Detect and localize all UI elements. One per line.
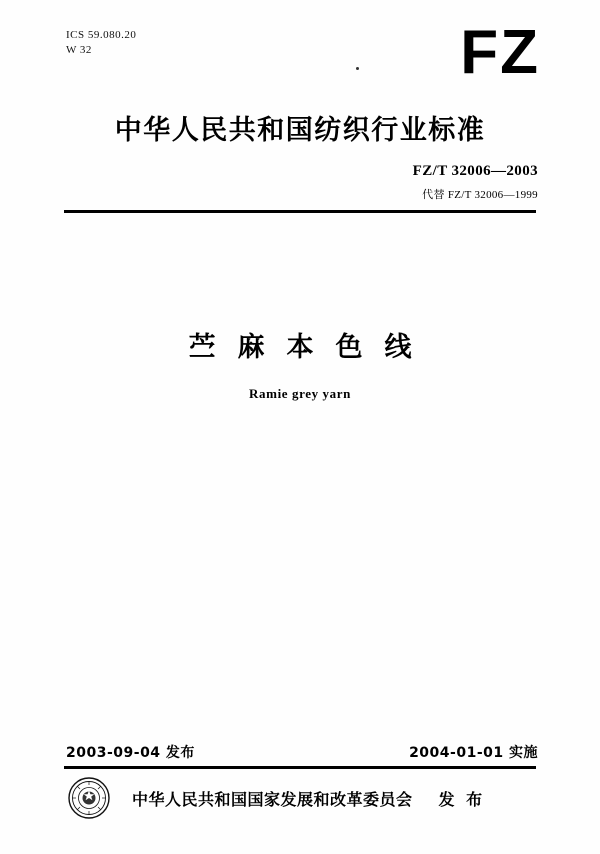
document-title-english: Ramie grey yarn bbox=[249, 386, 351, 401]
scan-artifact-dot bbox=[356, 67, 359, 70]
issuing-organization-title: 中华人民共和国纺织行业标准 bbox=[114, 115, 486, 146]
standard-number: FZ/T 32006—2003 bbox=[412, 163, 538, 179]
header-divider-rule bbox=[64, 210, 536, 213]
footer-divider-rule bbox=[64, 766, 536, 769]
fz-logo: FZ bbox=[460, 18, 540, 87]
effective-date: 2004-01-01 实施 bbox=[409, 745, 538, 761]
publisher-name: 中华人民共和国国家发展和改革委员会 bbox=[132, 789, 413, 809]
ccs-code: W 32 bbox=[66, 44, 92, 56]
replaced-standard-number: 代替 FZ/T 32006—1999 bbox=[422, 189, 538, 201]
publish-verb: 发 布 bbox=[438, 789, 486, 809]
national-emblem-seal-icon bbox=[68, 777, 110, 819]
ics-code: ICS 59.080.20 bbox=[66, 29, 137, 41]
publisher-row bbox=[64, 776, 536, 820]
issue-date: 2003-09-04 发布 bbox=[66, 745, 195, 761]
document-title-chinese: 苎麻本色线 bbox=[188, 332, 434, 363]
ics-classification-block bbox=[66, 28, 136, 58]
